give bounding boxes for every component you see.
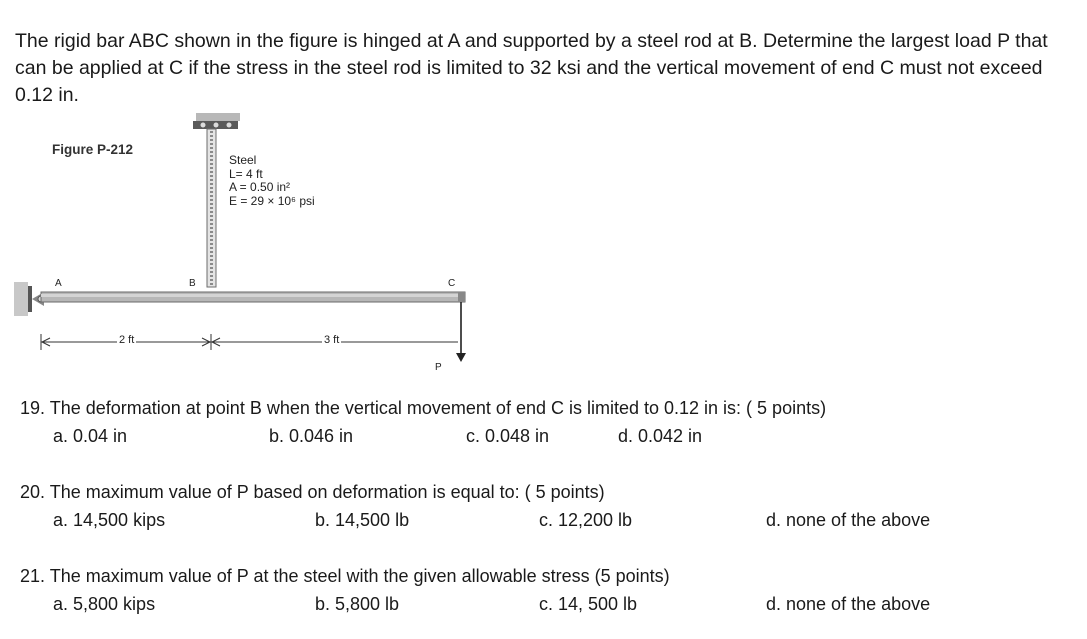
option-c: c. 0.048 in (466, 426, 550, 446)
option-b: b. 14,500 lb (315, 510, 410, 530)
load-arrow (456, 302, 466, 362)
rod-material: Steel (229, 153, 257, 167)
rod-length: L= 4 ft (229, 166, 263, 181)
question-stem: 19. The deformation at point B when the vertical movement of end C is limited to 0.12 in is: ( 5 points) (20, 398, 827, 418)
dimension-bc: 3 ft (324, 334, 340, 346)
steel-rod (207, 129, 216, 287)
option-a: a. 14,500 kips (53, 510, 166, 530)
rigid-bar (41, 292, 465, 302)
rod-properties (229, 154, 315, 208)
option-b: b. 5,800 lb (315, 594, 400, 614)
option-c: c. 14, 500 lb (539, 594, 638, 614)
option-b: b. 0.046 in (269, 426, 354, 446)
dimension-ab: 2 ft (119, 334, 135, 346)
figure-label: Figure P-212 (52, 142, 134, 157)
point-c-label: C (448, 278, 456, 289)
option-d: d. none of the above (766, 594, 931, 614)
question-stem: 20. The maximum value of P based on deformation is equal to: ( 5 points) (20, 482, 605, 502)
option-a: a. 0.04 in (53, 426, 128, 446)
hinge-support (14, 282, 44, 316)
point-a-label: A (55, 278, 62, 289)
option-c: c. 12,200 lb (539, 510, 633, 530)
rod-area: A = 0.50 in² (229, 180, 291, 194)
rod-modulus: E = 29 × 10⁶ psi (229, 193, 315, 208)
option-d: d. none of the above (766, 510, 931, 530)
load-p-label: P (435, 362, 442, 373)
problem-statement: The rigid bar ABC shown in the figure is hinged at A and supported by a steel rod at B. Determine the largest load P that can be applied at C if the stress in the steel rod is limited to 32 ksi and the vertical movement of end C must not exceed 0.12 in. (15, 30, 1048, 106)
point-b-label: B (189, 278, 196, 289)
ceiling-support (193, 113, 240, 129)
question-stem: 21. The maximum value of P at the steel with the given allowable stress (5 points) (20, 566, 670, 586)
option-a: a. 5,800 kips (53, 594, 156, 614)
dimension-line (41, 334, 458, 350)
option-d: d. 0.042 in (618, 426, 703, 446)
figure-p212 (0, 112, 480, 392)
